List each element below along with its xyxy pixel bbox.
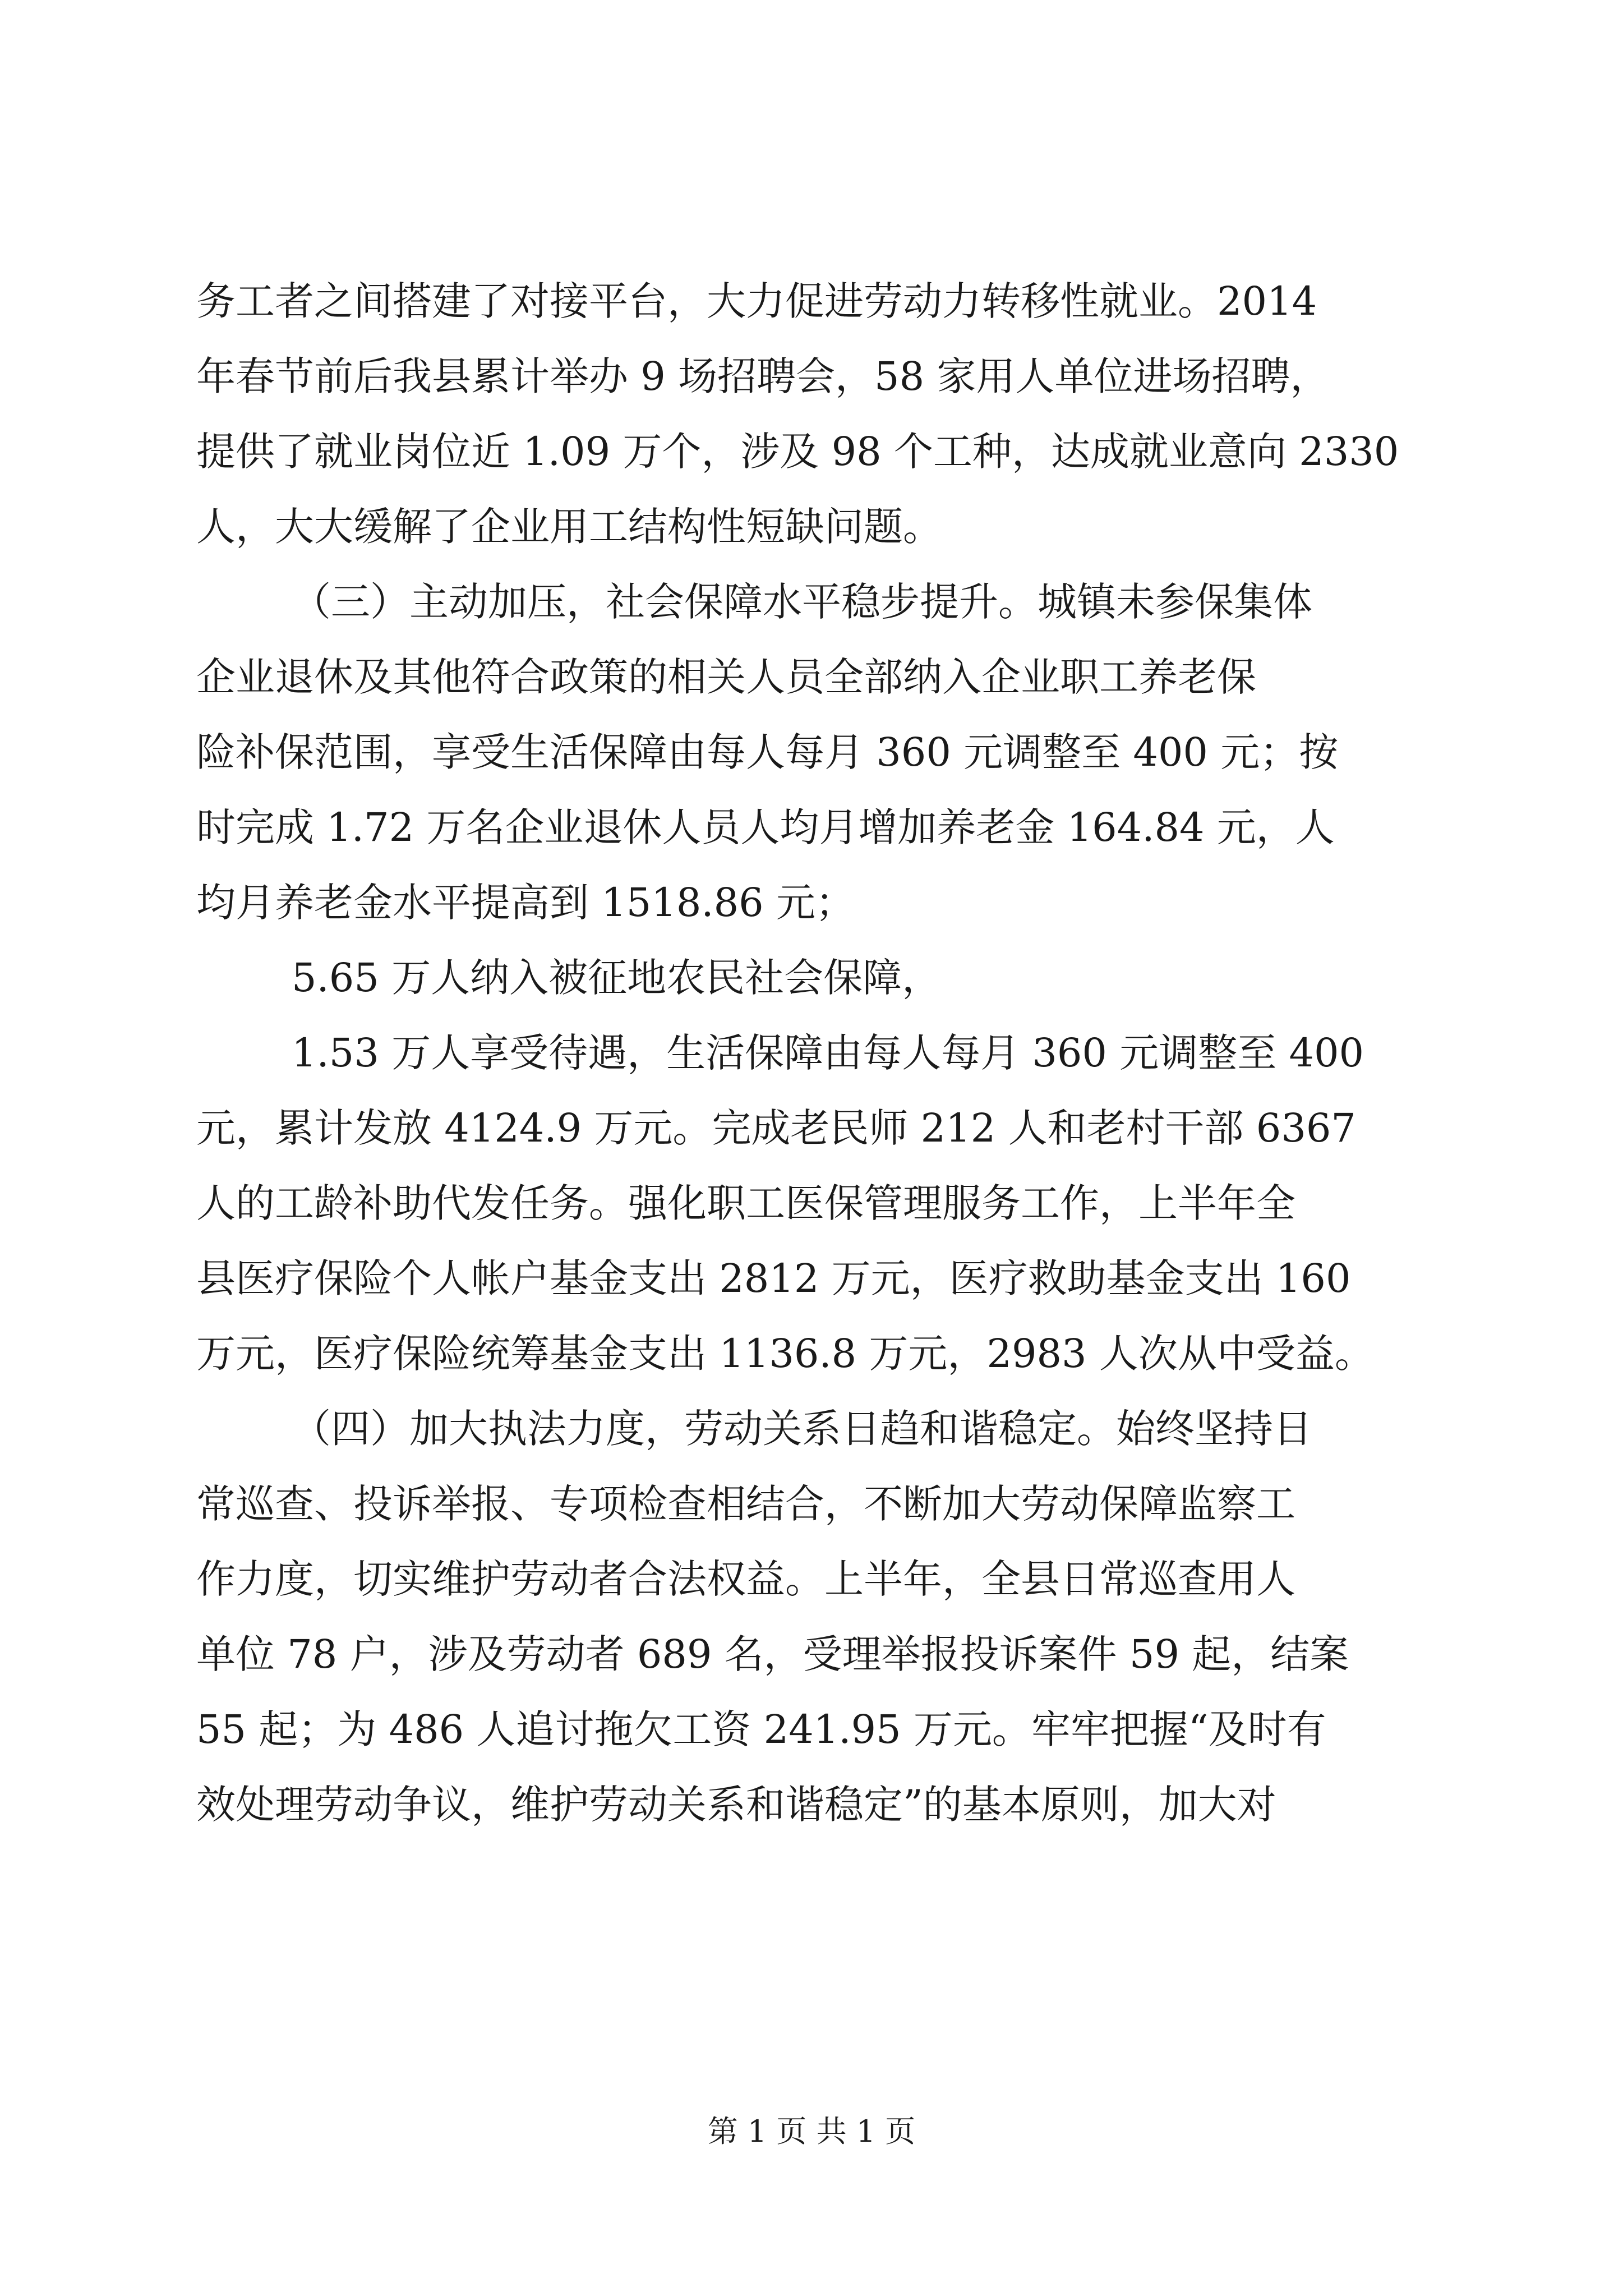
text-line: 万元，医疗保险统筹基金支出 1136.8 万元，2983 人次从中受益。 [196,1331,1374,1377]
text-line: 企业退休及其他符合政策的相关人员全部纳入企业职工养老保 [196,654,1256,700]
text-line: 单位 78 户，涉及劳动者 689 名，受理举报投诉案件 59 起，结案 [196,1631,1349,1677]
text-line: 县医疗保险个人帐户基金支出 2812 万元，医疗救助基金支出 160 [196,1255,1351,1301]
text-line: 人，大大缓解了企业用工结构性短缺问题。 [196,504,942,550]
text-line: 时完成 1.72 万名企业退休人员人均月增加养老金 164.84 元，人 [196,804,1335,850]
text-line: 元，累计发放 4124.9 万元。完成老民师 212 人和老村干部 6367 [196,1105,1356,1151]
paragraph-first-line: （四）加大执法力度，劳动关系日趋和谐稳定。始终坚持日 [292,1406,1312,1452]
text-line: 55 起；为 486 人追讨拖欠工资 241.95 万元。牢牢把握“及时有 [196,1706,1326,1752]
page-number-label: 第 1 页 共 1 页 [707,2114,916,2149]
text-line: 效处理劳动争议，维护劳动关系和谐稳定”的基本原则，加大对 [196,1782,1276,1828]
text-line: 务工者之间搭建了对接平台，大力促进劳动力转移性就业。2014 [196,278,1317,324]
document-body [196,264,1430,1842]
paragraph-first-line: 5.65 万人纳入被征地农民社会保障， [292,955,942,1001]
text-line: 提供了就业岗位近 1.09 万个，涉及 98 个工种，达成就业意向 2330 [196,429,1399,475]
text-line: 年春节前后我县累计举办 9 场招聘会，58 家用人单位进场招聘， [196,353,1330,399]
text-line: 人的工龄补助代发任务。强化职工医保管理服务工作，上半年全 [196,1180,1295,1226]
text-line: 作力度，切实维护劳动者合法权益。上半年，全县日常巡查用人 [196,1556,1295,1602]
text-line: 险补保范围，享受生活保障由每人每月 360 元调整至 400 元；按 [196,729,1339,775]
page-footer [0,2112,1623,2151]
paragraph-first-line: （三）主动加压，社会保障水平稳步提升。城镇未参保集体 [292,579,1312,625]
text-line: 常巡查、投诉举报、专项检查相结合，不断加大劳动保障监察工 [196,1481,1295,1527]
paragraph-first-line: 1.53 万人享受待遇，生活保障由每人每月 360 元调整至 400 [292,1030,1364,1076]
text-line: 均月养老金水平提高到 1518.86 元； [196,880,855,926]
